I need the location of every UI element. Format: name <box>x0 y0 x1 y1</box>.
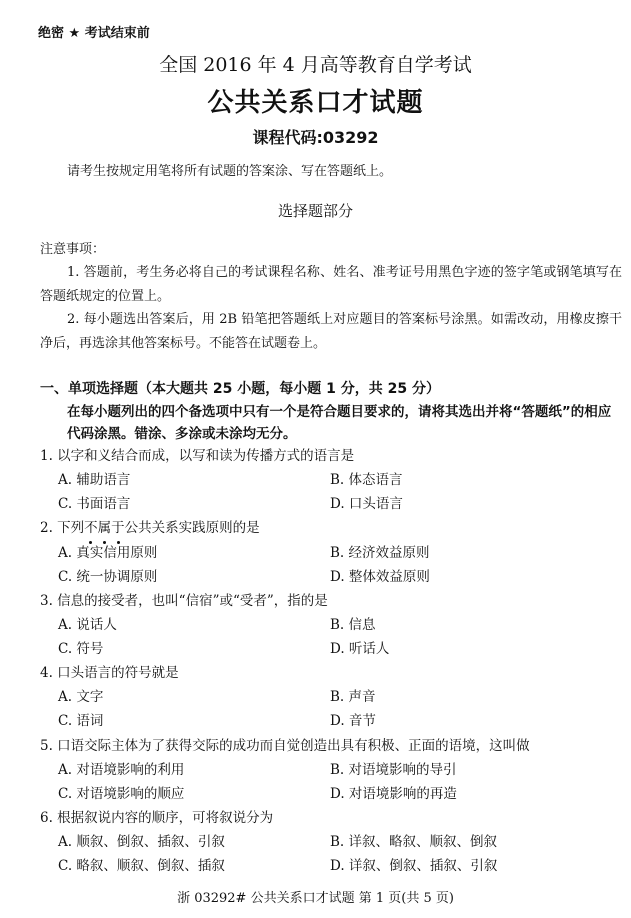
question-5-stem: 5. 口语交际主体为了获得交际的成功而自觉创造出具有积极、正面的语境，这叫做 <box>40 738 530 754</box>
question-4-option-d: D. 音节 <box>330 713 376 729</box>
question-1-option-b: B. 体态语言 <box>330 472 403 488</box>
question-6-option-b: B. 详叙、略叙、顺叙、倒叙 <box>330 834 498 850</box>
notes-heading: 注意事项： <box>40 242 106 257</box>
question-6-stem: 6. 根据叙说内容的顺序，可将叙说分为 <box>40 810 274 826</box>
question-5-option-b: B. 对语境影响的导引 <box>330 762 457 778</box>
question-3-option-c: C. 符号 <box>58 641 104 657</box>
question-2-stem-pre: 2. 下列 <box>40 520 85 536</box>
question-1-option-c: C. 书面语言 <box>58 496 131 512</box>
section-1-description: 在每小题列出的四个备选项中只有一个是符合题目要求的，请将其选出并将“答题纸”的相应代码涂黑。错涂、多涂或未涂均无分。 <box>67 404 612 442</box>
question-6-option-d: D. 详叙、倒叙、插叙、引叙 <box>330 858 498 874</box>
question-2-stem-post: 公共关系实践原则的是 <box>124 520 260 536</box>
question-4-option-c: C. 语词 <box>58 713 104 729</box>
confidential-label: 绝密 ★ 考试结束前 <box>38 26 150 41</box>
question-5-option-d: D. 对语境影响的再造 <box>330 786 457 802</box>
note-item: 2. 每小题选出答案后，用 2B 铅笔把答题纸上对应题目的答案标号涂黑。如需改动，用橡皮擦干净后，再选涂其他答案标号。不能答在试题卷上。 <box>40 312 622 351</box>
question-4-option-a: A. 文字 <box>58 689 104 705</box>
question-2-emphasis <box>84 520 125 536</box>
question-2-option-a: A. 真实信用原则 <box>58 545 158 561</box>
question-6-option-a: A. 顺叙、倒叙、插叙、引叙 <box>58 834 225 850</box>
question-2-option-c: C. 统一协调原则 <box>58 569 158 585</box>
question-1-option-a: A. 辅助语言 <box>58 472 131 488</box>
question-6-option-c: C. 略叙、顺叙、倒叙、插叙 <box>58 858 225 874</box>
subject-title: 公共关系口才试题 <box>207 88 424 118</box>
general-instruction: 请考生按规定用笔将所有试题的答案涂、写在答题纸上。 <box>67 164 393 179</box>
question-3-stem: 3. 信息的接受者，也叫“信宿”或“受者”，指的是 <box>40 593 328 609</box>
note-item: 1. 答题前，考生务必将自己的考试课程名称、姓名、准考证号用黑色字迹的签字笔或钢笔填写在答题纸规定的位置上。 <box>40 265 622 304</box>
question-5-option-a: A. 对语境影响的利用 <box>58 762 185 778</box>
page-footer: 浙 03292# 公共关系口才试题 第 1 页(共 5 页) <box>177 891 454 906</box>
question-4-option-b: B. 声音 <box>330 689 376 705</box>
course-code: 课程代码:03292 <box>252 128 379 147</box>
section-1-title: 一、单项选择题（本大题共 25 小题，每小题 1 分，共 25 分） <box>40 381 440 397</box>
question-4-stem: 4. 口头语言的符号就是 <box>40 665 179 681</box>
question-1-stem: 1. 以字和义结合而成，以写和读为传播方式的语言是 <box>40 448 355 464</box>
question-2-emphasis-text: 不属于 <box>84 520 125 536</box>
question-3-option-a: A. 说话人 <box>58 617 117 633</box>
question-5-option-c: C. 对语境影响的顺应 <box>58 786 185 802</box>
question-2-option-d: D. 整体效益原则 <box>330 569 430 585</box>
question-2-option-b: B. 经济效益原则 <box>330 545 430 561</box>
exam-title: 全国 2016 年 4 月高等教育自学考试 <box>159 54 472 76</box>
question-1-option-d: D. 口头语言 <box>330 496 403 512</box>
question-3-option-b: B. 信息 <box>330 617 376 633</box>
section-part-heading: 选择题部分 <box>277 202 353 220</box>
question-3-option-d: D. 听话人 <box>330 641 390 657</box>
question-2-stem <box>40 516 260 536</box>
